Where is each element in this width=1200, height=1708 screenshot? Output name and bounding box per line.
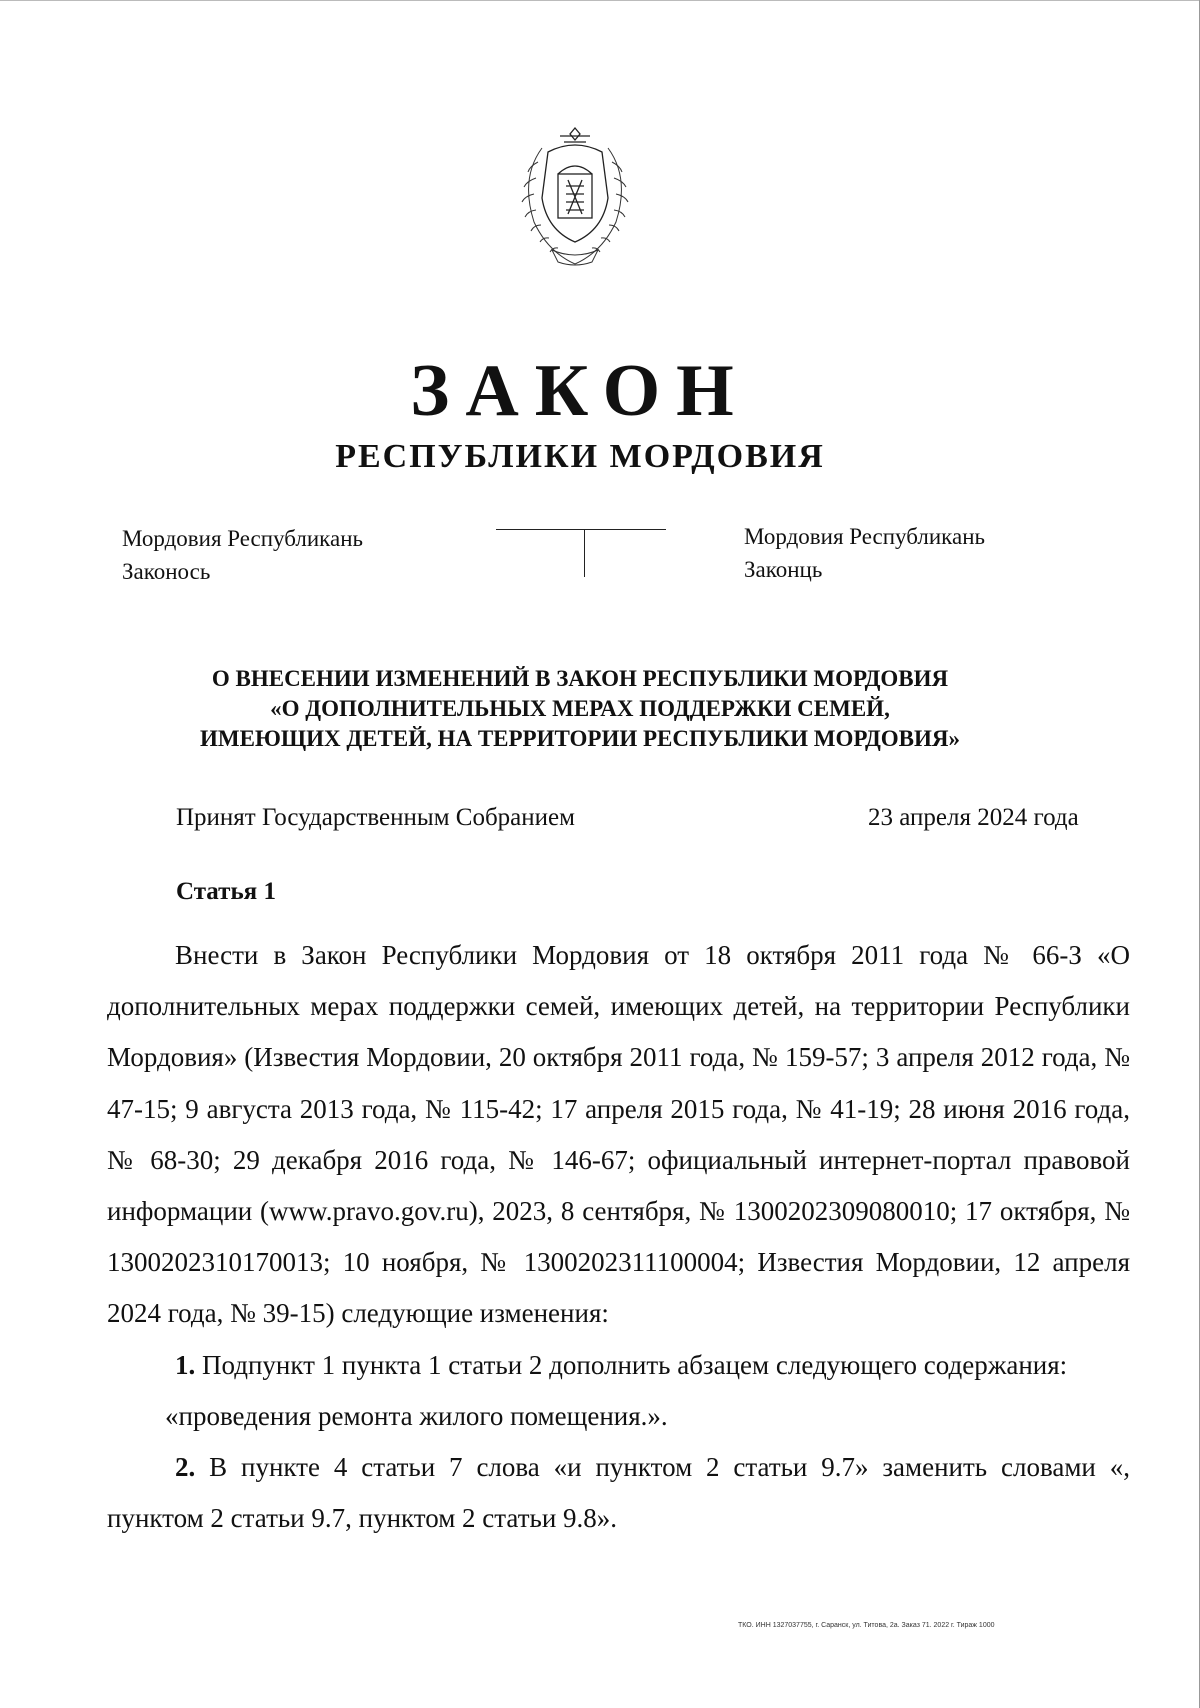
moksha-caption-line2: Законось — [122, 559, 211, 584]
item-2-text: В пункте 4 статьи 7 слова «и пунктом 2 статьи 9.7» заменить словами «, пунктом 2 статьи 9.7, пунктом 2 статьи 9.8». — [107, 1452, 1130, 1534]
erzya-caption-line2: Законць — [744, 557, 823, 582]
law-name-line: ИМЕЮЩИХ ДЕТЕЙ, НА ТЕРРИТОРИИ РЕСПУБЛИКИ МОРДОВИЯ» — [200, 726, 960, 751]
law-name-line: «О ДОПОЛНИТЕЛЬНЫХ МЕРАХ ПОДДЕРЖКИ СЕМЕЙ, — [270, 696, 890, 721]
item-2-number: 2. — [175, 1452, 196, 1483]
intro-paragraph: Внести в Закон Республики Мордовия от 18 октября 2011 года № 66-З «О дополнительных мерах поддержки семей, имеющих детей, на территории Республики Мордовия» (Известия Мордовии, 20 октября 2011 года, № 159-57; 3 апреля 2012 года, № 47-15; 9 августа 2013 года, № 115-42; 17 апреля 2015 года, № 41-19; 28 июня 2016 года, № 68-30; 29 декабря 2016 года, № 146-67; официальный интернет-портал правовой информации (www.pravo.gov.ru), 2023, 8 сентября, № 1300202309080010; 17 октября, № 1300202310170013; 10 ноября, № 1300202311100004; Известия Мордовии, 12 апреля 2024 года, № 39-15) следующие изменения: — [107, 940, 1130, 1329]
document-title: ЗАКОН — [410, 350, 750, 432]
item-1-text: Подпункт 1 пункта 1 статьи 2 дополнить абзацем следующего содержания: — [195, 1349, 1068, 1380]
scan-border-top — [0, 0, 1200, 1]
item-1 — [107, 1340, 1130, 1391]
law-name-line: О ВНЕСЕНИИ ИЗМЕНЕНИЙ В ЗАКОН РЕСПУБЛИКИ МОРДОВИЯ — [211, 666, 949, 691]
item-2 — [107, 1442, 1130, 1544]
erzya-caption-line1: Мордовия Республикань — [744, 524, 986, 549]
item-1-number: 1. — [175, 1349, 196, 1380]
item-1-quote: «проведения ремонта жилого помещения.». — [165, 1400, 668, 1431]
printer-imprint: ТКО. ИНН 1327037755, г. Саранск, ул. Титова, 2а. Заказ 71. 2022 г. Тираж 1000 — [738, 1622, 995, 1629]
erzya-caption — [744, 520, 985, 586]
coat-of-arms-icon — [508, 122, 642, 272]
moksha-caption — [122, 522, 363, 588]
moksha-caption-line1: Мордовия Республикань — [122, 526, 364, 551]
header-divider-vertical — [584, 529, 585, 577]
article-heading: Статья 1 — [176, 878, 276, 905]
adopted-date: 23 апреля 2024 года — [868, 804, 1079, 831]
header-divider-horizontal — [496, 529, 666, 530]
document-subtitle: РЕСПУБЛИКИ МОРДОВИЯ — [335, 438, 825, 475]
article-body — [107, 930, 1130, 1544]
law-name — [0, 664, 1160, 754]
adopted-by: Принят Государственным Собранием — [176, 804, 575, 831]
